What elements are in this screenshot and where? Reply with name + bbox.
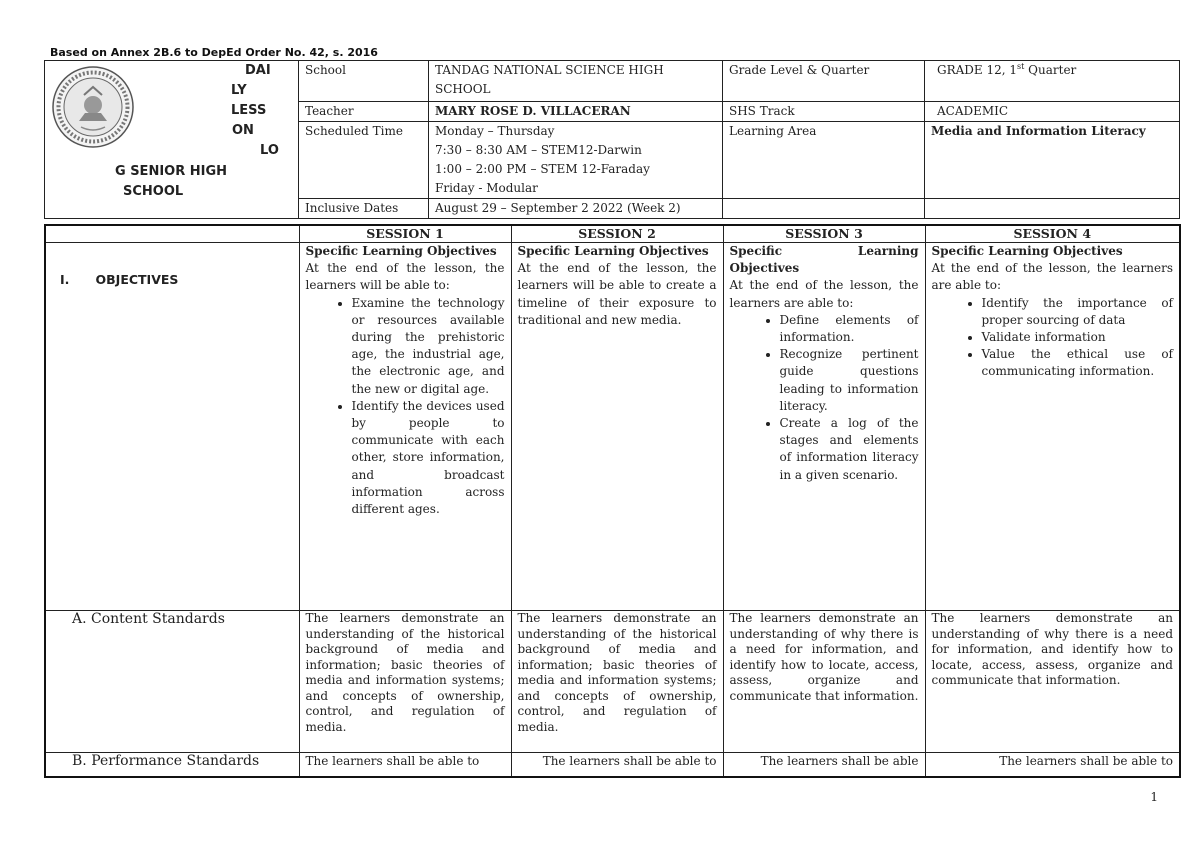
deped-seal-icon <box>51 65 135 149</box>
dates-label: Inclusive Dates <box>299 199 429 219</box>
page-number: 1 <box>1150 790 1158 804</box>
grade-value-sup: st <box>1017 62 1025 71</box>
session-1-objectives <box>299 243 511 611</box>
objective-item: • Define elements of information. <box>780 312 919 346</box>
objectives-label: I. OBJECTIVES <box>60 272 179 287</box>
objective-item: • Value the ethical use of communicating information. <box>982 346 1174 380</box>
school-label: School <box>299 61 429 102</box>
slo-heading: Specific Learning Objectives <box>517 244 709 258</box>
slo-heading <box>730 243 919 260</box>
header-table <box>44 60 1180 219</box>
annex-reference: Based on Annex 2B.6 to DepEd Order No. 42, s. 2016 <box>50 46 378 59</box>
corner-cell <box>45 225 299 243</box>
objectives-list <box>730 312 919 484</box>
teacher-label: Teacher <box>299 102 429 122</box>
grade-value-suffix: Quarter <box>1024 63 1077 77</box>
objective-item: • Validate information <box>982 329 1174 346</box>
session-3-objectives <box>723 243 925 611</box>
grade-value-text: GRADE 12, 1 <box>937 63 1018 77</box>
time-label: Scheduled Time <box>299 122 429 199</box>
area-label: Learning Area <box>723 122 925 199</box>
objectives-intro: At the end of the lesson, the learners will be able to: <box>305 261 505 293</box>
lesson-table <box>44 224 1181 778</box>
slo-heading: Specific Learning Objectives <box>931 244 1123 258</box>
dates-value: August 29 – September 2 2022 (Week 2) <box>429 199 723 219</box>
session-4-content-standard: The learners demonstrate an understanding of why there is a need for information, and identify how to locate, access, assess, organize and communicate that information. <box>925 611 1180 753</box>
objectives-list <box>306 295 505 519</box>
session-3-content-standard: The learners demonstrate an understanding of why there is a need for information, and identify how to locate, access, assess, organize and communicate that information. <box>723 611 925 753</box>
slo-heading-word: Learning <box>857 244 919 258</box>
grade-label: Grade Level & Quarter <box>723 61 925 102</box>
session-1-heading: SESSION 1 <box>299 225 511 243</box>
objective-item: • Recognize pertinent guide questions leading to information literacy. <box>780 346 919 415</box>
session-4-heading: SESSION 4 <box>925 225 1180 243</box>
session-1-performance-standard: The learners shall be able to <box>299 753 511 777</box>
time-value <box>429 122 723 199</box>
session-2-heading: SESSION 2 <box>511 225 723 243</box>
session-3-performance-standard: The learners shall be able <box>723 753 925 777</box>
objective-item: • Examine the technology or resources available during the prehistoric age, the industrial age, the electronic age, and the new or digital age. <box>352 295 505 398</box>
objective-item: • Identify the devices used by people to communicate with each other, store information, and broadcast information across different ages. <box>352 398 505 518</box>
objective-item: • Create a log of the stages and elements of information literacy in a given scenario. <box>780 415 919 484</box>
track-label: SHS Track <box>723 102 925 122</box>
title-line: G SENIOR HIGH <box>115 164 228 179</box>
objective-item: • Identify the importance of proper sourcing of data <box>982 295 1174 329</box>
title-line: LO <box>260 143 279 158</box>
session-2-performance-standard: The learners shall be able to <box>511 753 723 777</box>
time-line: 1:00 – 2:00 PM – STEM 12-Faraday <box>435 162 650 176</box>
objectives-intro: At the end of the lesson, the learners are able to: <box>931 261 1173 293</box>
slo-heading-word: Objectives <box>729 261 800 276</box>
session-4-performance-standard: The learners shall be able to <box>925 753 1180 777</box>
time-line: Monday – Thursday <box>435 124 555 138</box>
content-standards-label: A. Content Standards <box>45 611 299 753</box>
grade-value <box>925 61 1180 102</box>
school-seal-cell <box>45 61 299 219</box>
session-3-heading: SESSION 3 <box>723 225 925 243</box>
session-2-content-standard: The learners demonstrate an understanding of the historical background of media and information; basic theories of media and information systems; and concepts of ownership, control, and regulation of media. <box>511 611 723 753</box>
performance-standards-label: B. Performance Standards <box>45 753 299 777</box>
title-line: DAI <box>245 63 271 78</box>
objectives-label-cell <box>45 243 299 611</box>
title-line: LESS <box>231 103 267 118</box>
area-value: Media and Information Literacy <box>925 122 1180 199</box>
school-value: TANDAG NATIONAL SCIENCE HIGH SCHOOL <box>429 61 723 102</box>
objectives-intro: At the end of the lesson, the learners are able to: <box>729 278 919 310</box>
teacher-value: MARY ROSE D. VILLACERAN <box>429 102 723 122</box>
time-line: Friday - Modular <box>435 181 538 195</box>
slo-heading-word: Specific <box>729 244 783 258</box>
slo-heading: Specific Learning Objectives <box>305 244 497 258</box>
time-line: 7:30 – 8:30 AM – STEM12-Darwin <box>435 143 642 157</box>
title-line: LY <box>231 83 247 98</box>
title-line: SCHOOL <box>123 184 184 199</box>
session-2-objectives <box>511 243 723 611</box>
title-line: ON <box>232 123 254 138</box>
objectives-list <box>932 295 1174 381</box>
objectives-intro: At the end of the lesson, the learners will be able to create a timeline of their exposure to traditional and new media. <box>517 261 717 327</box>
empty-cell <box>723 199 925 219</box>
session-4-objectives <box>925 243 1180 611</box>
track-value: ACADEMIC <box>925 102 1180 122</box>
session-1-content-standard: The learners demonstrate an understanding of the historical background of media and information; basic theories of media and information systems; and concepts of ownership, control, and regulation of media. <box>299 611 511 753</box>
empty-cell <box>925 199 1180 219</box>
